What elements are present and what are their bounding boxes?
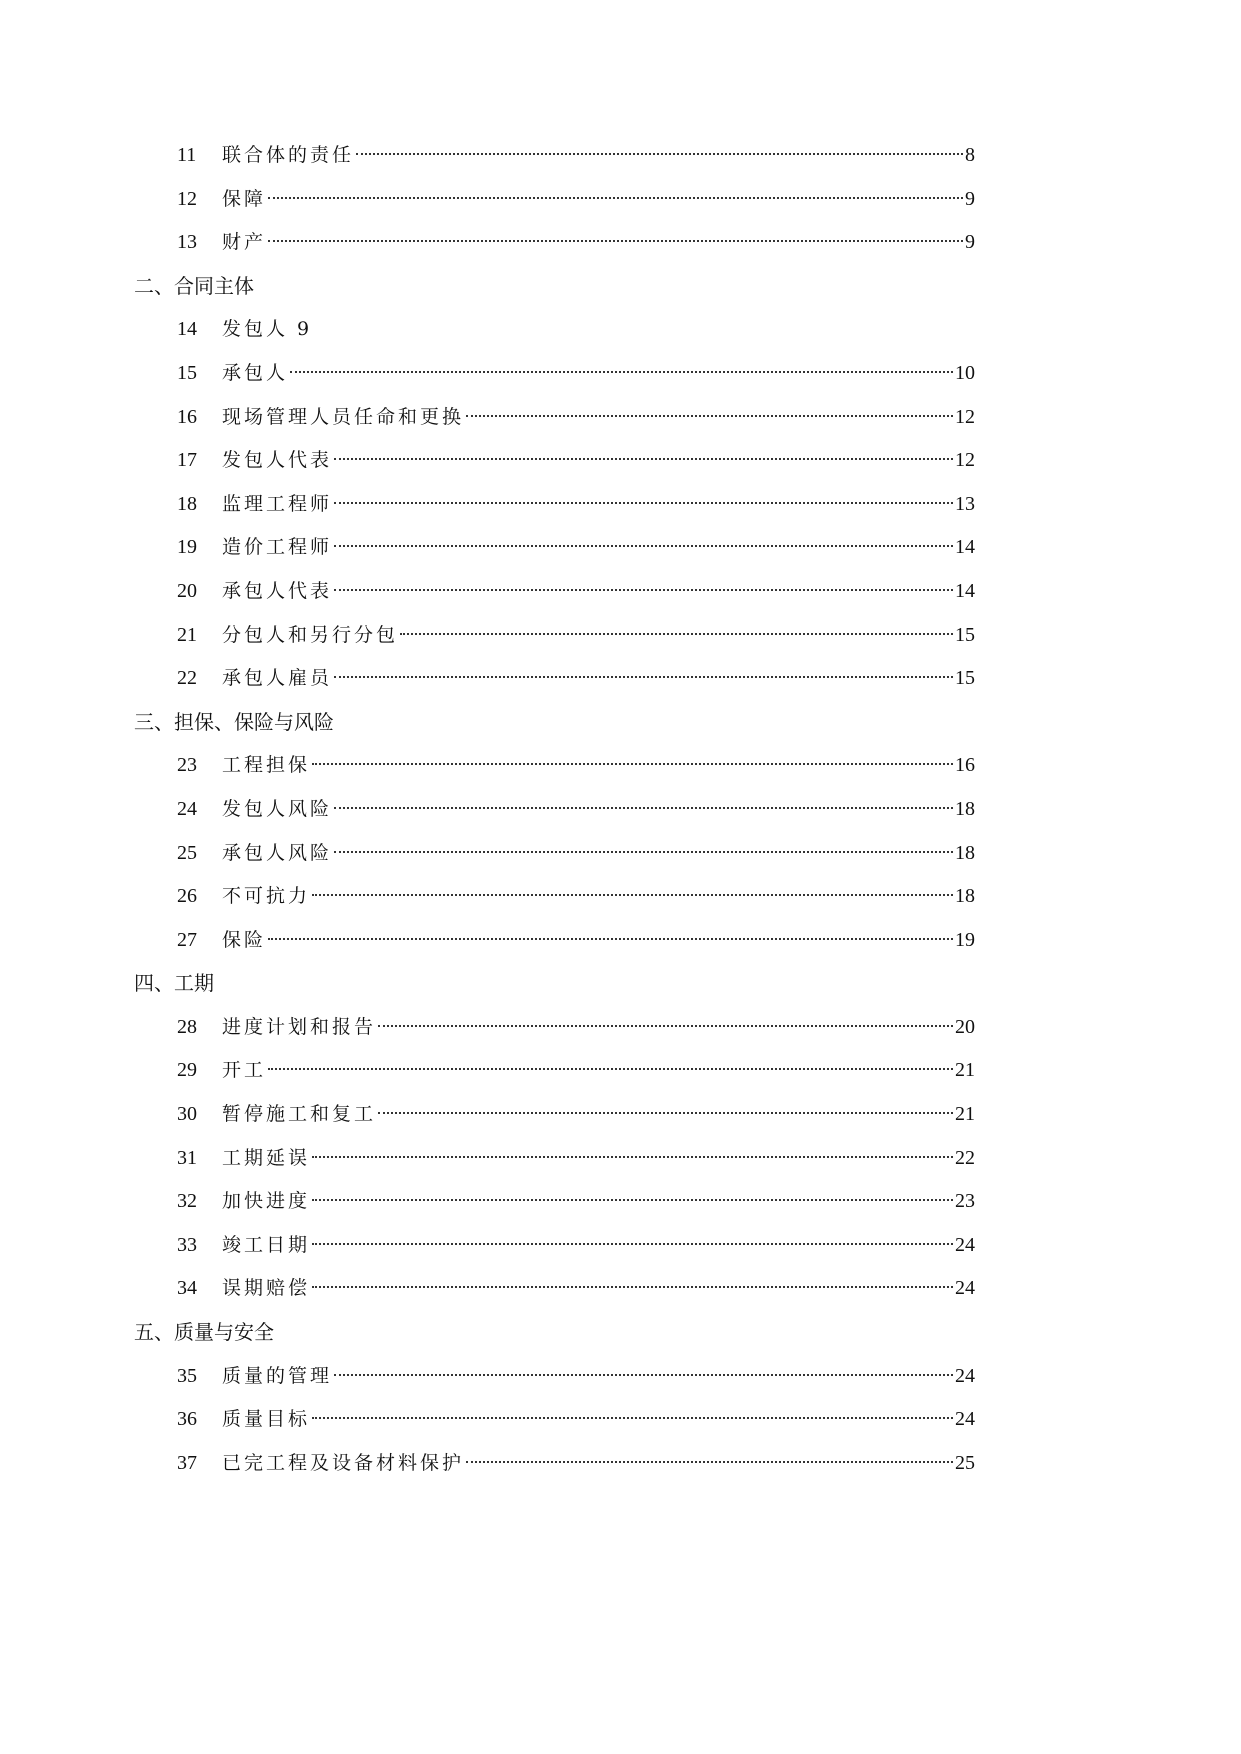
dot-leader: [466, 1449, 953, 1463]
page-number: 10: [955, 361, 975, 384]
entry-number: 34: [177, 1277, 197, 1300]
entry-line: [222, 308, 975, 352]
dot-leader: [268, 926, 953, 940]
entry-line: [222, 396, 975, 440]
entry-title: 加快进度: [222, 1190, 311, 1213]
page-number: 20: [955, 1015, 975, 1038]
entry-number: 13: [177, 231, 197, 254]
entry-title: 承包人雇员: [222, 667, 333, 690]
page-number: 18: [955, 885, 975, 908]
page-number: 14: [955, 536, 975, 559]
toc-section-heading: [0, 265, 1102, 309]
dot-leader: [334, 446, 953, 460]
toc-section-heading: [0, 701, 1102, 745]
entry-number: 18: [177, 492, 197, 515]
toc-entry: [0, 1398, 1102, 1442]
entry-line: [222, 744, 975, 788]
toc-entry: [0, 178, 1102, 222]
page-number: 8: [965, 144, 975, 166]
toc-entry: [0, 875, 1102, 919]
entry-line: [222, 134, 975, 178]
entry-line: [222, 439, 975, 483]
entry-number: 33: [177, 1233, 197, 1256]
entry-title: 保障: [222, 187, 267, 210]
entry-number: 32: [177, 1190, 197, 1213]
entry-number: 12: [177, 187, 197, 210]
toc-section-heading: [0, 962, 1102, 1006]
page-number: 9: [965, 187, 975, 210]
dot-leader: [334, 795, 953, 809]
entry-line: [222, 1398, 975, 1442]
dot-leader: [312, 1231, 953, 1245]
entry-number: 21: [177, 623, 197, 646]
entry-title: 工程担保: [222, 754, 311, 777]
dot-leader: [334, 664, 953, 678]
toc-entry: [0, 396, 1102, 440]
page-number: 24: [955, 1364, 975, 1387]
dot-leader: [312, 751, 953, 765]
page-number: 23: [955, 1190, 975, 1213]
entry-title: 进度计划和报告: [222, 1015, 377, 1038]
entry-title: 暂停施工和复工: [222, 1103, 377, 1126]
page-number: 9: [965, 231, 975, 254]
dot-leader: [312, 1405, 953, 1419]
entry-title: 分包人和另行分包: [222, 623, 399, 646]
toc-entry: [0, 1137, 1102, 1181]
toc-entry: [0, 832, 1102, 876]
toc-entry: [0, 1049, 1102, 1093]
dot-leader: [356, 141, 963, 155]
entry-title: 监理工程师: [222, 492, 333, 515]
toc-entry: [0, 614, 1102, 658]
toc-entry: [0, 570, 1102, 614]
page-number: 21: [955, 1059, 975, 1082]
entry-title: 发包人风险: [222, 797, 333, 820]
page-number: 16: [955, 754, 975, 777]
page-number: 15: [955, 623, 975, 646]
dot-leader: [334, 839, 953, 853]
entry-number: 36: [177, 1408, 197, 1431]
dot-leader: [466, 403, 953, 417]
page-number: 14: [955, 579, 975, 602]
toc-entry: [0, 744, 1102, 788]
dot-leader: [334, 490, 953, 504]
entry-number: 31: [177, 1146, 197, 1169]
page-number: 25: [955, 1451, 975, 1474]
entry-title: 工期延误: [222, 1146, 311, 1169]
entry-title: 已完工程及设备材料保护: [222, 1451, 465, 1474]
dot-leader: [334, 533, 953, 547]
section-title: 四、工期: [134, 971, 214, 996]
entry-title: 造价工程师: [222, 536, 333, 559]
dot-leader: [312, 882, 953, 896]
toc-entry: [0, 1267, 1102, 1311]
entry-line: [222, 1049, 975, 1093]
toc-entry: [0, 526, 1102, 570]
entry-line: [222, 1442, 975, 1486]
entry-number: 28: [177, 1015, 197, 1038]
entry-number: 29: [177, 1059, 197, 1082]
entry-line: [222, 1224, 975, 1268]
entry-number: 17: [177, 449, 197, 472]
entry-number: 11: [177, 144, 197, 166]
entry-title: 质量的管理: [222, 1364, 333, 1387]
entry-number: 30: [177, 1103, 197, 1126]
entry-title: 竣工日期: [222, 1233, 311, 1256]
entry-number: 23: [177, 754, 197, 777]
toc-entry: [0, 657, 1102, 701]
entry-number: 16: [177, 405, 197, 428]
toc-entry: [0, 483, 1102, 527]
entry-line: [222, 1093, 975, 1137]
entry-number: 22: [177, 667, 197, 690]
entry-number: 15: [177, 361, 197, 384]
entry-line: [222, 657, 975, 701]
toc-entry: [0, 221, 1102, 265]
dot-leader: [268, 1056, 953, 1070]
entry-number: 19: [177, 536, 197, 559]
toc-entry: [0, 1180, 1102, 1224]
entry-title: 联合体的责任: [222, 144, 355, 166]
dot-leader: [312, 1187, 953, 1201]
entry-line: [222, 788, 975, 832]
toc-entry: [0, 919, 1102, 963]
entry-line: [222, 1267, 975, 1311]
entry-line: [222, 526, 975, 570]
section-title: 五、质量与安全: [134, 1320, 274, 1345]
dot-leader: [334, 577, 953, 591]
entry-number: 14: [177, 318, 197, 341]
entry-title: 承包人代表: [222, 579, 333, 602]
entry-number: 20: [177, 579, 197, 602]
entry-line: [222, 1006, 975, 1050]
entry-title: 发包人 9: [222, 318, 313, 341]
toc-entry: [0, 1442, 1102, 1486]
page-number: 15: [955, 667, 975, 690]
dot-leader: [290, 359, 953, 373]
entry-line: [222, 919, 975, 963]
entry-number: 37: [177, 1451, 197, 1474]
entry-line: [222, 614, 975, 658]
entry-title: 承包人: [222, 361, 289, 384]
entry-title: 财产: [222, 231, 267, 254]
entry-line: [222, 875, 975, 919]
toc-entry: [0, 439, 1102, 483]
entry-line: [222, 352, 975, 396]
toc-entry: [0, 352, 1102, 396]
toc-entry: [0, 1006, 1102, 1050]
page-number: 18: [955, 797, 975, 820]
page-number: 18: [955, 841, 975, 864]
toc-section-heading: [0, 1311, 1102, 1355]
toc-entry: [0, 308, 1102, 352]
entry-number: 35: [177, 1364, 197, 1387]
entry-title: 开工: [222, 1059, 267, 1082]
entry-title: 发包人代表: [222, 449, 333, 472]
page-number: 12: [955, 449, 975, 472]
page-number: 21: [955, 1103, 975, 1126]
toc-entry: [0, 1224, 1102, 1268]
dot-leader: [400, 621, 953, 635]
entry-line: [222, 221, 975, 265]
entry-title: 保险: [222, 928, 267, 951]
entry-line: [222, 178, 975, 222]
toc-entry: [0, 134, 1102, 178]
entry-number: 24: [177, 797, 197, 820]
entry-line: [222, 1137, 975, 1181]
dot-leader: [378, 1100, 953, 1114]
page-number: 12: [955, 405, 975, 428]
table-of-contents: [0, 134, 1102, 1485]
entry-number: 26: [177, 885, 197, 908]
entry-line: [222, 832, 975, 876]
dot-leader: [334, 1362, 953, 1376]
page-number: 24: [955, 1277, 975, 1300]
entry-title: 不可抗力: [222, 885, 311, 908]
entry-title: 现场管理人员任命和更换: [222, 405, 465, 428]
toc-entry: [0, 788, 1102, 832]
entry-title: 质量目标: [222, 1408, 311, 1431]
dot-leader: [268, 185, 963, 199]
section-title: 二、合同主体: [134, 273, 254, 298]
page-number: 24: [955, 1408, 975, 1431]
dot-leader: [268, 228, 963, 242]
entry-line: [222, 1180, 975, 1224]
dot-leader: [312, 1274, 953, 1288]
toc-entry: [0, 1093, 1102, 1137]
entry-line: [222, 483, 975, 527]
page-number: 22: [955, 1146, 975, 1169]
entry-line: [222, 570, 975, 614]
page-number: 19: [955, 928, 975, 951]
entry-line: [222, 1355, 975, 1399]
toc-entry: [0, 1355, 1102, 1399]
page-number: 13: [955, 492, 975, 515]
dot-leader: [378, 1013, 953, 1027]
entry-number: 27: [177, 928, 197, 951]
dot-leader: [312, 1144, 953, 1158]
entry-title: 误期赔偿: [222, 1277, 311, 1300]
entry-title: 承包人风险: [222, 841, 333, 864]
page-number: 24: [955, 1233, 975, 1256]
section-title: 三、担保、保险与风险: [134, 709, 334, 734]
entry-number: 25: [177, 841, 197, 864]
